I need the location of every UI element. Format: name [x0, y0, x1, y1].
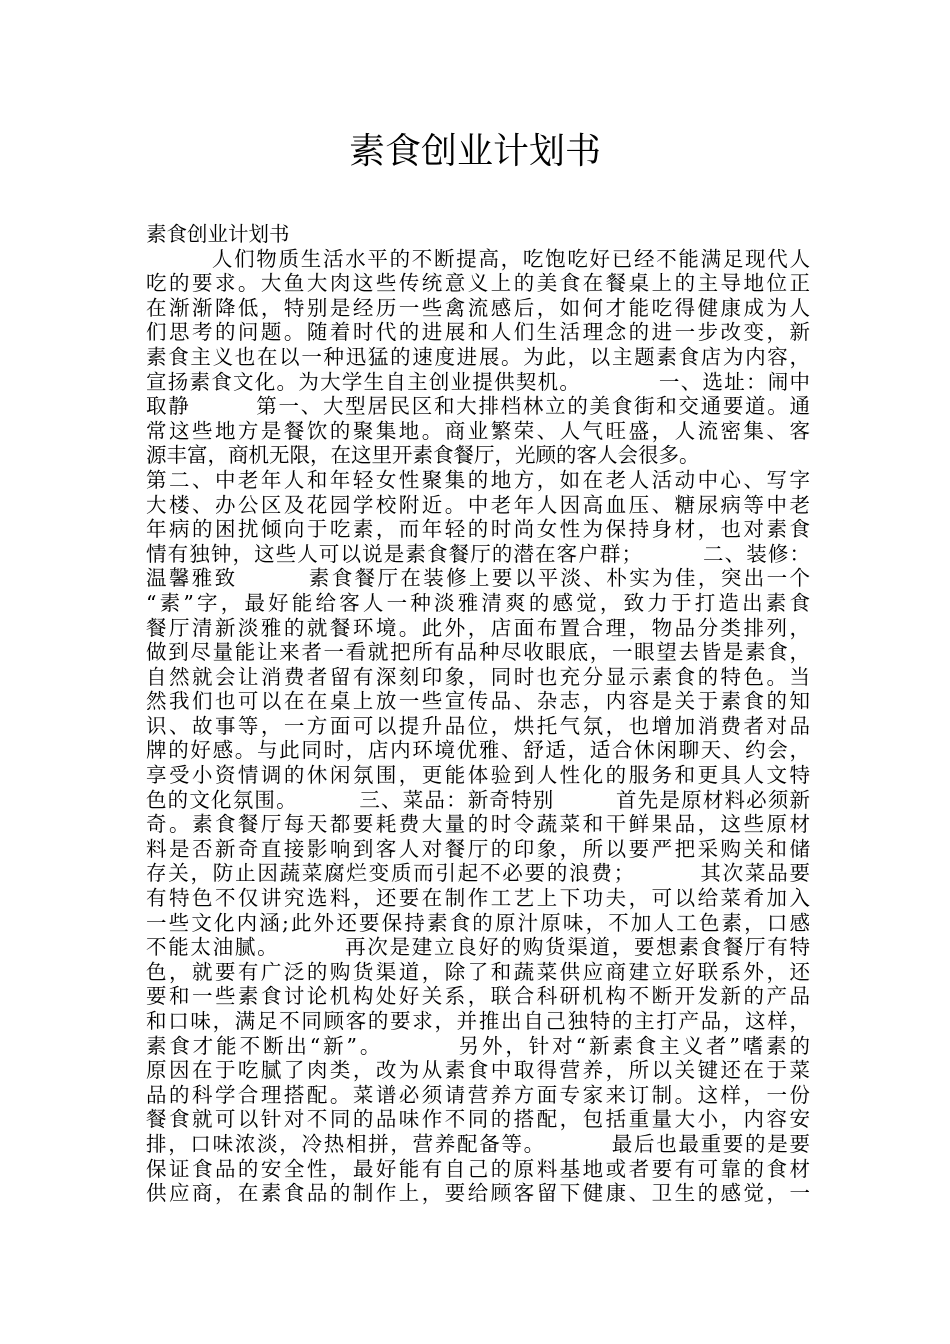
body-line: 奇。素食餐厅每天都要耗费大量的时令蔬菜和干鲜果品，这些原材: [146, 812, 810, 837]
body-line: 一些文化内涵;此外还要保持素食的原汁原味，不加人工色素，口感: [146, 910, 810, 935]
body-line: 情有独钟，这些人可以说是素食餐厅的潜在客户群； 二、装修：: [146, 541, 810, 566]
body-line: 源丰富，商机无限，在这里开素食餐厅，光顾的客人会很多。: [146, 443, 700, 468]
body-line: 识、故事等，一方面可以提升品位，烘托气氛，也增加消费者对品: [146, 713, 810, 738]
body-line: 有特色不仅讲究选料，还要在制作工艺上下功夫，可以给菜肴加入: [146, 886, 810, 911]
body-line: 排，口味浓淡，冷热相拼，营养配备等。 最后也最重要的是要: [146, 1131, 810, 1156]
document-body: [146, 222, 810, 1206]
body-line: 不能太油腻。 再次是建立良好的购货渠道，要想素食餐厅有特: [146, 935, 810, 960]
body-line: 宣扬素食文化。为大学生自主创业提供契机。 一、选址：闹中: [146, 369, 810, 394]
body-line: 然我们也可以在在桌上放一些宣传品、杂志，内容是关于素食的知: [146, 689, 810, 714]
body-line: 餐厅清新淡雅的就餐环境。此外，店面布置合理，物品分类排列，: [146, 615, 810, 640]
body-line: 自然就会让消费者留有深刻印象，同时也充分显示素食的特色。当: [146, 664, 810, 689]
document-title: 素食创业计划书: [348, 131, 601, 172]
body-line: 们思考的问题。随着时代的进展和人们生活理念的进一步改变，新: [146, 320, 810, 345]
body-line: 年病的困扰倾向于吃素，而年轻的时尚女性为保持身材，也对素食: [146, 517, 810, 542]
body-line: 温馨雅致 素食餐厅在装修上要以平淡、朴实为佳，突出一个: [146, 566, 810, 591]
body-text: [146, 247, 810, 1206]
body-line: “素”字，最好能给客人一种淡雅清爽的感觉，致力于打造出素食: [146, 590, 810, 615]
body-line: 享受小资情调的休闲氛围，更能体验到人性化的服务和更具人文特: [146, 763, 810, 788]
body-line: 要和一些素食讨论机构处好关系，联合科研机构不断开发新的产品: [146, 984, 810, 1009]
body-line: 牌的好感。与此同时，店内环境优雅、舒适，适合休闲聊天、约会，: [146, 738, 810, 763]
body-line: 第二、中老年人和年轻女性聚集的地方，如在老人活动中心、写字: [146, 467, 810, 492]
body-line: 色，就要有广泛的购货渠道，除了和蔬菜供应商建立好联系外，还: [146, 959, 810, 984]
body-line: 和口味，满足不同顾客的要求，并推出自己独特的主打产品，这样，: [146, 1009, 810, 1033]
body-line: 供应商，在素食品的制作上，要给顾客留下健康、卫生的感觉，一: [146, 1181, 810, 1206]
body-line: 色的文化氛围。 三、菜品：新奇特别 首先是原材料必须新: [146, 787, 810, 812]
body-line: 取静 第一、大型居民区和大排档林立的美食街和交通要道。通: [146, 394, 810, 419]
body-line: 在渐渐降低，特别是经历一些禽流感后，如何才能吃得健康成为人: [146, 295, 810, 320]
document-subtitle: 素食创业计划书: [146, 222, 290, 246]
body-line: 素食主义也在以一种迅猛的速度进展。为此，以主题素食店为内容，: [146, 344, 810, 369]
body-line: 品的科学合理搭配。菜谱必须请营养方面专家来订制。这样，一份: [146, 1082, 810, 1107]
body-line: 大楼、办公区及花园学校附近。中老年人因高血压、糖尿病等中老: [146, 492, 810, 517]
body-line: 人们物质生活水平的不断提高，吃饱吃好已经不能满足现代人: [146, 246, 810, 271]
body-line: 素食才能不断出“新”。 另外，针对“新素食主义者”嗜素的: [146, 1033, 810, 1058]
body-line: 吃的要求。大鱼大肉这些传统意义上的美食在餐桌上的主导地位正: [146, 271, 810, 296]
body-line: 做到尽量能让来者一看就把所有品种尽收眼底，一眼望去皆是素食，: [146, 640, 810, 665]
body-line: 餐食就可以针对不同的品味作不同的搭配，包括重量大小，内容安: [146, 1107, 810, 1132]
body-line: 原因在于吃腻了肉类，改为从素食中取得营养，所以关键还在于菜: [146, 1058, 810, 1083]
body-line: 保证食品的安全性，最好能有自己的原料基地或者要有可靠的食材: [146, 1156, 810, 1181]
body-line: 常这些地方是餐饮的聚集地。商业繁荣、人气旺盛，人流密集、客: [146, 418, 810, 443]
body-line: 存关，防止因蔬菜腐烂变质而引起不必要的浪费； 其次菜品要: [146, 861, 810, 886]
body-line: 料是否新奇直接影响到客人对餐厅的印象，所以要严把采购关和储: [146, 836, 810, 861]
